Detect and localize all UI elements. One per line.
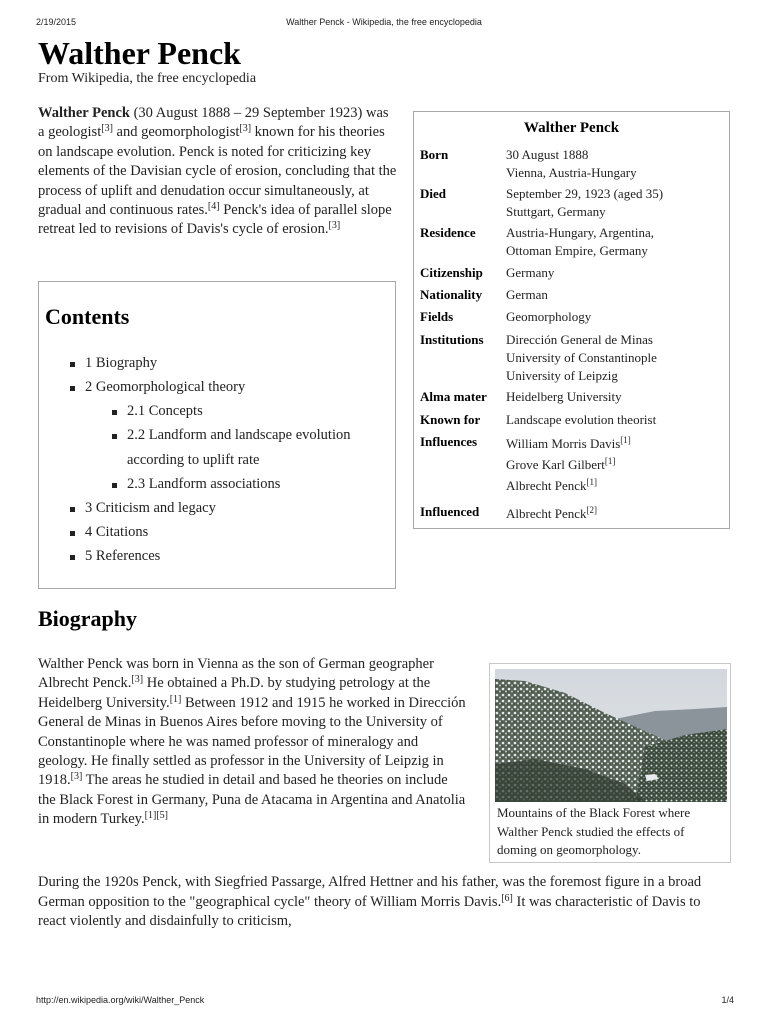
print-page-title: Walther Penck - Wikipedia, the free encyclopedia [286, 17, 482, 27]
infobox-value: German [506, 287, 548, 302]
biography-paragraph: During the 1920s Penck, with Siegfried Passarge, Alfred Hettner and his father, was the foremost figure in a broad German opposition to the "geographical cycle" theory of William Morris Davis.[6] It was characteristic of Davis to react violently and disdainfully to criticism, [38, 874, 702, 930]
influence-link[interactable]: Grove Karl Gilbert [506, 457, 605, 472]
section-heading-biography: Biography [38, 606, 138, 631]
infobox [413, 111, 730, 529]
citation-ref[interactable]: [1] [620, 435, 631, 445]
citation-ref[interactable]: [3] [131, 674, 144, 686]
bullet-icon [70, 555, 75, 560]
influence-link[interactable]: Albrecht Penck [506, 478, 587, 493]
toc-item-landform-associations[interactable]: 2.3 Landform associations [127, 476, 281, 492]
infobox-value: Landscape evolution theorist [506, 412, 657, 427]
geologist-link[interactable]: geologist [48, 124, 102, 141]
bullet-icon [70, 507, 75, 512]
page-title: Walther Penck [38, 35, 241, 71]
table-of-contents [38, 281, 396, 589]
toc-item-landform-evolution-cont[interactable]: according to uplift rate [127, 452, 260, 468]
infobox-value [506, 505, 726, 523]
print-page-number: 1/4 [721, 995, 734, 1005]
infobox-value: Geomorphology [506, 309, 592, 324]
toc-item-references[interactable]: 5 References [85, 548, 161, 564]
biography-paragraph: Walther Penck was born in Vienna as the son of German geographer Albrecht Penck.[3] He obtained a Ph.D. by studying petrology at the Heidelberg University.[1] Between 1912 and 1915 he worked in Dirección General de Minas in Buenos Aires before moving to the University of Constantinople where he was named professor of mineralogy and geology. He finally settled as professor in the University of Leipzig in 1918.[3] The areas he studied in detail and based he theories on include the Black Forest in Germany, Puna de Atacama in Argentina and Anatolia in modern Turkey.[1][5] [38, 656, 466, 828]
citation-ref[interactable]: [6] [501, 892, 513, 904]
infobox-label: Died [420, 186, 446, 201]
citation-ref[interactable]: [3] [101, 123, 113, 135]
black-forest-photo[interactable] [495, 669, 727, 802]
infobox-label: Influenced [420, 504, 480, 519]
citation-ref[interactable]: [3] [239, 123, 252, 135]
infobox-label: Influences [420, 434, 478, 449]
citation-ref[interactable]: [1] [604, 456, 616, 466]
influence-link[interactable]: William Morris Davis [506, 436, 621, 451]
infobox-value: September 29, 1923 (aged 35) Stuttgart, Germany [506, 186, 664, 219]
infobox-value: Germany [506, 265, 555, 280]
citation-ref[interactable]: [1] [169, 693, 182, 705]
citation-ref[interactable]: [3] [328, 220, 341, 232]
infobox-label: Born [420, 147, 449, 162]
toc-item-citations[interactable]: 4 Citations [85, 524, 149, 540]
infobox-value: Austria-Hungary, Argentina, Ottoman Empire, Germany [506, 225, 655, 258]
bullet-icon [112, 434, 117, 439]
infobox-value: Dirección General de Minas University of Constantinople University of Leipzig [506, 332, 657, 383]
site-tagline: From Wikipedia, the free encyclopedia [38, 71, 257, 86]
citation-ref[interactable]: [1][5] [144, 810, 168, 822]
bullet-icon [70, 386, 75, 391]
citation-ref[interactable]: [2] [586, 505, 598, 515]
infobox-label: Institutions [420, 332, 484, 347]
toc-item-biography[interactable]: 1 Biography [85, 355, 158, 371]
infobox-label: Residence [420, 225, 476, 240]
print-url[interactable]: http://en.wikipedia.org/wiki/Walther_Penck [36, 995, 205, 1005]
intro-paragraph: Walther Penck (30 August 1888 – 29 September 1923) was a geologist[3] and geomorphologist[3] known for his theories on landscape evolution. Penck is noted for criticizing key elements of the Davisian cycle of erosion, concluding that the process of uplift and denudation occur simultaneously, at gradual and continuous rates.[4] Penck's idea of parallel slope retreat led to revisions of Davis's cycle of erosion.[3] [38, 105, 397, 238]
bullet-icon [112, 483, 117, 488]
citation-ref[interactable]: [1] [586, 477, 598, 487]
infobox-label: Known for [420, 412, 481, 427]
toc-title: Contents [45, 304, 130, 329]
figure-thumbnail [489, 663, 731, 863]
citation-ref[interactable]: [4] [207, 201, 220, 213]
figure-caption: Mountains of the Black Forest where Walther Penck studied the effects of doming on geomorphology. [497, 805, 691, 857]
infobox-label: Fields [420, 309, 454, 324]
toc-item-landform-evolution[interactable]: 2.2 Landform and landscape evolution [127, 427, 351, 443]
toc-item-criticism[interactable]: 3 Criticism and legacy [85, 500, 216, 516]
print-date: 2/19/2015 [36, 17, 77, 27]
citation-ref[interactable]: [3] [70, 771, 83, 783]
bullet-icon [112, 410, 117, 415]
toc-item-concepts[interactable]: 2.1 Concepts [127, 403, 203, 419]
infobox-value [506, 435, 726, 498]
geomorphologist-link[interactable]: geomorphologist [141, 124, 240, 141]
infobox-label: Citizenship [420, 265, 483, 280]
subject-name: Walther Penck [38, 105, 130, 121]
infobox-value: 30 August 1888 Vienna, Austria-Hungary [506, 147, 637, 180]
toc-item-geomorphological-theory[interactable]: 2 Geomorphological theory [85, 379, 246, 395]
bullet-icon [70, 531, 75, 536]
infobox-label: Nationality [420, 287, 483, 302]
infobox-title: Walther Penck [523, 120, 620, 136]
infobox-value: Heidelberg University [506, 389, 622, 404]
bullet-icon [70, 362, 75, 367]
infobox-label: Alma mater [420, 389, 487, 404]
influenced-link[interactable]: Albrecht Penck [506, 506, 587, 521]
